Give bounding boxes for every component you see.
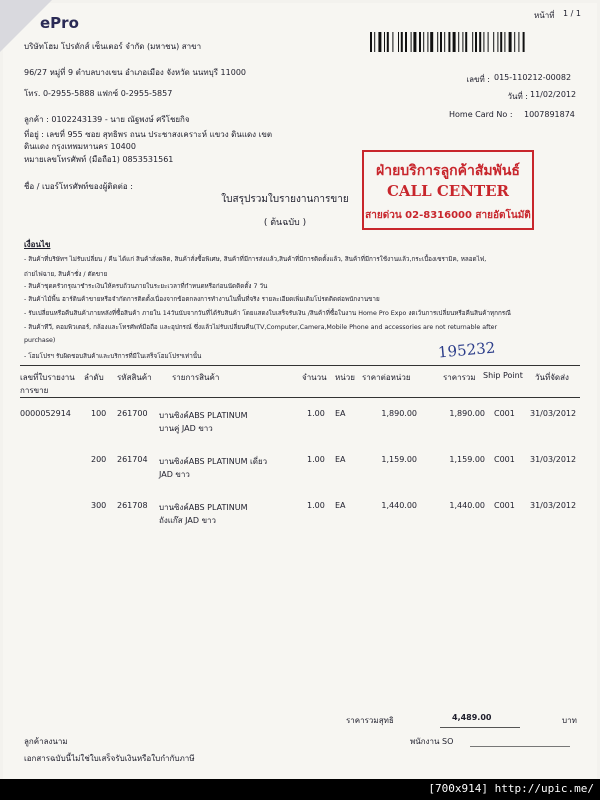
page-value: 1 / 1 [563,9,581,18]
condition-line: - สินค้าชุดครัวกรุณาชำระเงินให้ครบถ้วนภายในระยะเวลาที่กำหนดหรือก่อนนัดติดตั้ง 7 วัน [24,283,268,290]
barcode-bar [483,32,484,52]
condition-line: - สินค้าที่บริษัทฯ ไม่รับเปลี่ยน / คืน ได้แก่ สินค้าสั่งผลิต, สินค้าสั่งซื้อพิเศษ, สินค้าที่มีการส่งแล้ว,สินค้าที่มีการติดตั้งแล้ว, สินค้าที่มีการใช้งานแล้ว,กระเบื้องเซรามิค, หลอดไฟ, [24,256,487,263]
col-desc: รายการสินค้า [172,373,220,382]
customer-phone: หมายเลขโทรศัพท์ (มือถือ1) 0853531561 [24,155,174,164]
company-phone-fax: โทร. 0-2955-5888 แฟกซ์ 0-2955-5857 [24,89,173,98]
customer-signature-label: ลูกค้าลงนาม [24,737,68,746]
barcode-bar [392,32,393,52]
row-unit: EA [335,501,346,510]
barcode-bar [444,32,445,52]
customer-id-name: ลูกค้า : 0102243139 - นาย ณัฐพงษ์ ศรีโชยกิจ [24,115,190,124]
row-seq: 200 [91,455,107,464]
barcode-bar [479,32,481,52]
row-desc-2: บานคู่ JAD ขาว [159,424,213,433]
handwritten-number: 195232 [437,338,496,362]
barcode-bar [401,32,403,52]
row-unit: EA [335,409,346,418]
row-qty: 1.00 [307,409,325,418]
condition-line: - สินค้าไม้พื้น ฮาร์ดินค้าขายหรือจำกัดการติดตั้งเนื่องจากข้อตกลงการทำงานในพื้นที่จริง รายละเอียดเพิ่มเติมโปรดติดต่อพนักงานขาย [24,296,380,303]
document-note: เอกสารฉบับนี้ไม่ใช่ใบเสร็จรับเงินหรือใบกำกับภาษี [24,754,195,763]
barcode-bar [440,32,442,52]
doc-no-label: เลขที่ : [466,75,490,84]
col-report-no: เลขที่ใบรายงาน [20,373,75,382]
company-address: 96/27 หมู่ที่ 9 ตำบลบางเขน อำเภอเมือง จังหวัด นนทบุรี 11000 [24,68,246,77]
barcode-bar [398,32,399,52]
col-code: รหัสสินค้า [117,373,152,382]
home-card-number: 1007891874 [524,110,575,119]
row-desc-1: บานซิงค์ABS PLATINUM [159,503,248,512]
barcode-bar [427,32,428,52]
row-desc-2: ถังแก๊ส JAD ขาว [159,516,217,525]
row-unit-price: 1,440.00 [381,501,417,510]
barcode-bar [509,32,512,52]
row-desc-2: JAD ขาว [159,470,190,479]
barcode-bar [378,32,381,52]
row-code: 261700 [117,409,148,418]
barcode-bar [370,32,372,52]
row-seq: 300 [91,501,107,510]
barcode-bar [504,32,505,52]
barcode-bar [453,32,456,52]
watermark-text: [700x914] http://upic.me/ [428,782,594,795]
home-card-label: Home Card No : [449,110,513,119]
barcode-bar [437,32,438,52]
stamp-line-2: CALL CENTER [386,182,510,200]
col-seq: ลำดับ [84,373,104,382]
col-unit-price: ราคาต่อหน่วย [362,373,411,382]
company-name: บริษัทโฮม โปรดักส์ เซ็นเตอร์ จำกัด (มหาชน) สาขา [24,42,202,51]
col-date: วันที่จัดส่ง [535,373,569,382]
row-date: 31/03/2012 [530,409,577,418]
row-report-no: 0000052914 [20,409,71,418]
condition-line: - โฮมโปรฯ รับผิดชอบสินค้าและบริการที่มีในเสร็จโฮมโปรฯเท่านั้น [24,353,202,360]
barcode-bar [384,32,385,52]
watermark-bar [0,779,600,800]
barcode-bar [419,32,421,52]
barcode-bar [430,32,433,52]
barcode-bar [514,32,515,52]
row-qty: 1.00 [307,501,325,510]
doc-no: 015-110212-00082 [494,73,572,82]
barcode-bar [475,32,477,52]
row-ship-point: C001 [494,409,515,418]
net-total-rule [440,727,520,728]
document-title: ใบสรุปรวมใบรายงานการขาย [221,194,349,205]
salesperson-label: พนักงาน SO [410,737,454,746]
conditions-heading: เงื่อนไข [24,240,51,249]
page-label: หน้าที่ [534,11,555,20]
condition-line: ถ่ายไฟฉาย, สินค้าชั่ง / ตัดขาย [24,271,108,278]
row-desc-1: บานซิงค์ABS PLATINUM เดี่ยว [159,457,268,466]
barcode-bar [387,32,389,52]
row-date: 31/03/2012 [530,455,577,464]
row-unit-price: 1,890.00 [381,409,417,418]
row-total: 1,890.00 [449,409,485,418]
condition-line: - สินค้าทีวี, คอมพิวเตอร์, กล้องและโทรศัพท์มือถือ และอุปกรณ์ ซึ่งแล้วไม่รับเปลี่ยนคืน(TV,Computer,Camera,Mobile Phone and accessories are not returnable after [24,324,498,331]
col-total: ราคารวม [443,373,476,382]
barcode-bar [523,32,525,52]
col-unit: หน่วย [335,373,355,382]
row-code: 261704 [117,455,148,464]
customer-address-2: ดินแดง กรุงเทพมหานคร 10400 [24,142,136,151]
doc-date: 11/02/2012 [530,90,577,99]
row-date: 31/03/2012 [530,501,577,510]
condition-line: purchase) [24,337,56,344]
barcode-bar [411,32,412,52]
barcode-bar [472,32,473,52]
date-label: วันที่ : [507,92,528,101]
col-report-no-2: การขาย [20,386,49,395]
row-ship-point: C001 [494,501,515,510]
row-unit-price: 1,159.00 [381,455,417,464]
table-top-rule [20,365,580,366]
customer-address-1: ที่อยู่ : เลขที่ 955 ซอย สุทธิพร ถนน ประชาสงเคราะห์ แขวง ดินแดง เขต [24,130,273,139]
stamp-line-3: สายด่วน 02-8316000 สายอัตโนมัติ [365,210,531,221]
net-total-value: 4,489.00 [452,713,492,722]
col-qty: จำนวน [302,373,327,382]
row-code: 261708 [117,501,148,510]
barcode-bar [374,32,375,52]
row-desc-1: บานซิงค์ABS PLATINUM [159,411,248,420]
row-total: 1,159.00 [449,455,485,464]
company-logo: ePro [40,14,79,32]
currency-label: บาท [562,716,577,725]
barcode-bar [493,32,494,52]
contact-label: ชื่อ / เบอร์โทรศัพท์ของผู้ติดต่อ : [24,182,133,191]
stamp-line-1: ฝ่ายบริการลูกค้าสัมพันธ์ [376,163,520,179]
row-total: 1,440.00 [449,501,485,510]
row-seq: 100 [91,409,107,418]
barcode-bar [448,32,450,52]
salesperson-line [470,746,570,747]
barcode-bar [423,32,424,52]
barcode-bar [413,32,416,52]
row-ship-point: C001 [494,455,515,464]
barcode-bar [462,32,463,52]
barcode-bar [497,32,498,52]
net-total-label: ราคารวมสุทธิ [346,716,394,725]
document-subtitle: ( ต้นฉบับ ) [263,218,307,228]
condition-line: - รับเปลี่ยนหรือคืนสินค้าภายหลังที่ซื้อสินค้า ภายใน 14วันนับจากวันที่ได้รับสินค้า โดยแสดงใบเสร็จรับเงิน /สินค้าที่ซื้อในงาน Home Pro Expo งดเว้นการเปลี่ยนหรือคืนสินค้าทุกกรณี [24,310,511,317]
barcode [370,32,578,52]
barcode-bar [458,32,459,52]
row-unit: EA [335,455,346,464]
barcode-bar [500,32,502,52]
row-qty: 1.00 [307,455,325,464]
barcode-bar [488,32,489,52]
col-ship-point: Ship Point [483,371,523,380]
barcode-bar [405,32,407,52]
barcode-bar [465,32,467,52]
barcode-bar [518,32,519,52]
table-header-rule [20,397,580,398]
